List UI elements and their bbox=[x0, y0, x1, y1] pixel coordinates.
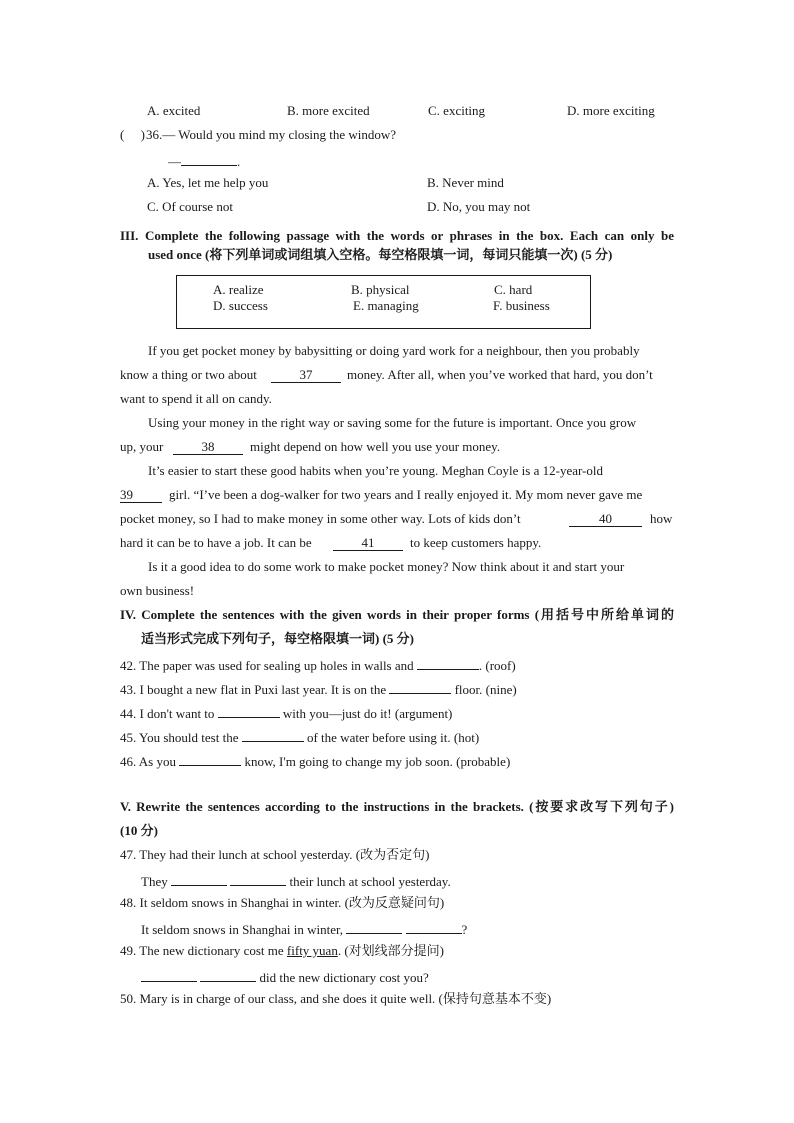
q48-question: 48. It seldom snows in Shanghai in winter. (改为反意疑问句) bbox=[120, 895, 445, 910]
q36-option-a: A. Yes, let me help you bbox=[147, 175, 269, 190]
q49-question bbox=[120, 943, 444, 959]
q48-blank-1[interactable] bbox=[346, 919, 402, 934]
passage-p3-line3-b: how bbox=[650, 511, 673, 526]
q43-blank[interactable] bbox=[389, 679, 451, 694]
word-box-d: D. success bbox=[213, 298, 268, 313]
section4-title-line2: 适当形式完成下列句子，每空格限填一词) (5 分) bbox=[141, 631, 414, 646]
q49-text: 49. The new dictionary cost me bbox=[120, 943, 284, 958]
q36-reply-blank[interactable] bbox=[181, 151, 237, 166]
q49-answer bbox=[141, 967, 429, 986]
q47-answer bbox=[141, 871, 451, 890]
q47-blank-2[interactable] bbox=[230, 871, 286, 886]
q49-answer-end: did the new dictionary cost you? bbox=[259, 970, 429, 985]
section4-title-line1: IV. Complete the sentences with the given words in their proper forms (用括号中所给单词的 bbox=[120, 607, 674, 622]
q44-hint: with you—just do it! (argument) bbox=[282, 706, 453, 721]
word-box-b: B. physical bbox=[351, 282, 410, 297]
passage-p3-line2-b: girl. “I’ve been a dog-walker for two years and I really enjoyed it. My mom never gave me bbox=[169, 487, 643, 502]
word-box-a: A. realize bbox=[213, 282, 264, 297]
passage-p2-line2-a: up, your bbox=[120, 439, 164, 454]
q42 bbox=[120, 655, 516, 674]
q35-option-a: A. excited bbox=[147, 103, 201, 118]
q46-blank[interactable] bbox=[179, 751, 241, 766]
q49-blank-2[interactable] bbox=[200, 967, 256, 982]
q35-option-c: C. exciting bbox=[428, 103, 486, 118]
blank-39[interactable] bbox=[120, 487, 162, 503]
q42-text: 42. The paper was used for sealing up holes in walls and bbox=[120, 658, 414, 673]
q44 bbox=[120, 703, 452, 722]
blank-41-number: 41 bbox=[333, 536, 403, 551]
passage-p2-line2-b: might depend on how well you use your money. bbox=[250, 439, 501, 454]
section3-title-line2: used once (将下列单词或词组填入空格。每空格限填一词，每词只能填一次) (5 分) bbox=[148, 247, 613, 262]
passage-p2-line1: Using your money in the right way or saving some for the future is important. Once you grow bbox=[148, 415, 637, 430]
q49-underlined-part: fifty yuan bbox=[286, 943, 338, 958]
q45-hint: of the water before using it. (hot) bbox=[306, 730, 480, 745]
passage-p3-line4-b: to keep customers happy. bbox=[410, 535, 542, 550]
section5-title-line2: (10 分) bbox=[120, 823, 158, 838]
blank-37-number: 37 bbox=[271, 368, 341, 383]
q43-hint: floor. (nine) bbox=[454, 682, 517, 697]
section5-title-line1: V. Rewrite the sentences according to the instructions in the brackets. (按要求改写下列句子) bbox=[120, 799, 674, 814]
q48-blank-2[interactable] bbox=[406, 919, 462, 934]
q45-text: 45. You should test the bbox=[120, 730, 239, 745]
q49-instruction: . (对划线部分提问) bbox=[337, 943, 444, 958]
passage-p3-line1: It’s easier to start these good habits when you’re young. Meghan Coyle is a 12-year-old bbox=[148, 463, 603, 478]
q36-question: 36.— Would you mind my closing the window? bbox=[146, 127, 397, 142]
q43 bbox=[120, 679, 517, 698]
passage-p3-line3-a: pocket money, so I had to make money in some other way. Lots of kids don’t bbox=[120, 511, 521, 526]
q46 bbox=[120, 751, 510, 770]
q45-blank[interactable] bbox=[242, 727, 304, 742]
section3-title-line1: III. Complete the following passage with the words or phrases in the box. Each can only be bbox=[120, 228, 674, 243]
q36-option-d: D. No, you may not bbox=[427, 199, 531, 214]
blank-37[interactable] bbox=[271, 367, 341, 383]
q42-hint: . (roof) bbox=[478, 658, 516, 673]
q43-text: 43. I bought a new flat in Puxi last year. It is on the bbox=[120, 682, 387, 697]
passage-p1-line3: want to spend it all on candy. bbox=[120, 391, 272, 406]
q50-question: 50. Mary is in charge of our class, and she does it quite well. (保持句意基本不变) bbox=[120, 991, 552, 1006]
q47-answer-start: They bbox=[141, 874, 168, 889]
q42-blank[interactable] bbox=[417, 655, 479, 670]
passage-p3-line4-a: hard it can be to have a job. It can be bbox=[120, 535, 312, 550]
q44-text: 44. I don't want to bbox=[120, 706, 215, 721]
passage-p4-line1: Is it a good idea to do some work to make pocket money? Now think about it and start your bbox=[148, 559, 625, 574]
blank-38-number: 38 bbox=[173, 440, 243, 455]
q46-text: 46. As you bbox=[120, 754, 176, 769]
q44-blank[interactable] bbox=[218, 703, 280, 718]
q48-answer bbox=[141, 919, 467, 938]
q36-option-c: C. Of course not bbox=[147, 199, 233, 214]
q47-answer-end: their lunch at school yesterday. bbox=[289, 874, 451, 889]
q36-option-b: B. Never mind bbox=[427, 175, 504, 190]
q36-reply: — . bbox=[168, 151, 240, 170]
q35-option-d: D. more exciting bbox=[567, 103, 655, 118]
q36-paren: ( ) bbox=[120, 127, 145, 142]
q36-reply-dash: — bbox=[168, 154, 181, 169]
blank-40-number: 40 bbox=[569, 512, 642, 527]
q47-blank-1[interactable] bbox=[171, 871, 227, 886]
q47-question: 47. They had their lunch at school yesterday. (改为否定句) bbox=[120, 847, 430, 862]
blank-40[interactable] bbox=[569, 511, 642, 527]
blank-41[interactable] bbox=[333, 535, 403, 551]
word-box-f: F. business bbox=[493, 298, 550, 313]
passage-p1-line2-a: know a thing or two about bbox=[120, 367, 257, 382]
q46-hint: know, I'm going to change my job soon. (probable) bbox=[244, 754, 511, 769]
blank-39-number: 39 bbox=[120, 488, 162, 503]
word-box-e: E. managing bbox=[353, 298, 419, 313]
q49-blank-1[interactable] bbox=[141, 967, 197, 982]
q35-option-b: B. more excited bbox=[287, 103, 370, 118]
word-box-c: C. hard bbox=[494, 282, 533, 297]
q48-answer-end: ? bbox=[461, 922, 468, 937]
q45 bbox=[120, 727, 479, 746]
passage-p1-line2-b: money. After all, when you’ve worked that hard, you don’t bbox=[347, 367, 653, 382]
blank-38[interactable] bbox=[173, 439, 243, 455]
q48-answer-start: It seldom snows in Shanghai in winter, bbox=[141, 922, 344, 937]
passage-p1-line1: If you get pocket money by babysitting or doing yard work for a neighbour, then you probably bbox=[148, 343, 640, 358]
passage-p4-line2: own business! bbox=[120, 583, 195, 598]
